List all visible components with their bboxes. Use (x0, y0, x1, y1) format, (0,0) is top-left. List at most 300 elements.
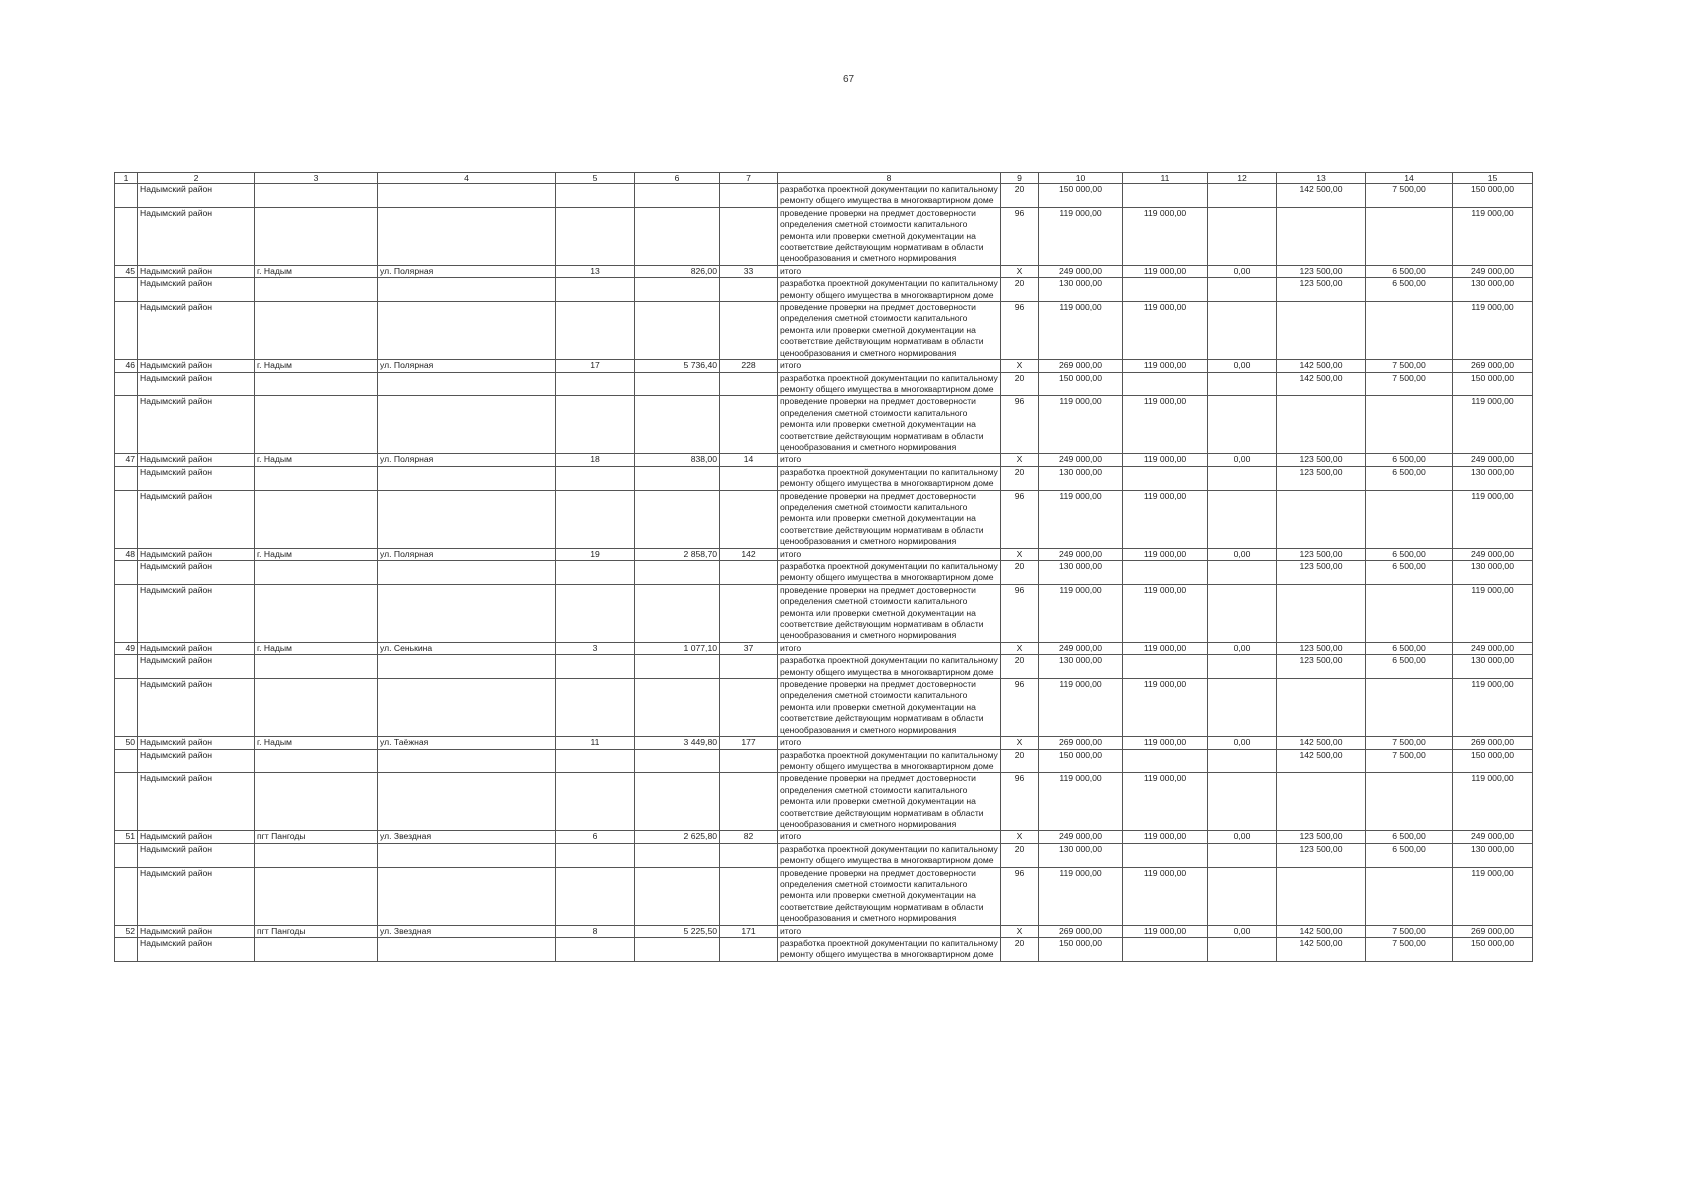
register-table (114, 172, 1533, 962)
work-type-cell: проведение проверки на предмет достоверности определения сметной стоимости капитального ремонта или проверки сметной документации на соответствие действующим нормативам в области ценообразования и сметного нормирования (778, 773, 1001, 831)
table-row (115, 466, 1533, 490)
cost-col13-cell: 142 500,00 (1277, 737, 1366, 749)
cost-col14-cell (1366, 302, 1453, 360)
area-cell (635, 372, 720, 396)
cost-col14-cell: 6 500,00 (1366, 548, 1453, 560)
cost-col11-cell: 119 000,00 (1123, 265, 1208, 277)
district-cell: Надымский район (138, 679, 255, 737)
work-code-cell: 96 (1001, 867, 1039, 925)
area-cell (635, 843, 720, 867)
street-cell (378, 867, 556, 925)
work-type-cell: разработка проектной документации по капитальному ремонту общего имущества в многоквартирном доме (778, 938, 1001, 962)
cost-col11-cell: 119 000,00 (1123, 454, 1208, 466)
street-cell: ул. Таёжная (378, 737, 556, 749)
cost-col12-cell: 0,00 (1208, 642, 1277, 654)
settlement-cell (255, 372, 378, 396)
table-row (115, 655, 1533, 679)
district-cell: Надымский район (138, 490, 255, 548)
area-cell (635, 867, 720, 925)
cost-col14-cell: 7 500,00 (1366, 184, 1453, 208)
cost-col11-cell: 119 000,00 (1123, 679, 1208, 737)
district-cell: Надымский район (138, 454, 255, 466)
column-number-cell: 3 (255, 173, 378, 184)
cost-col13-cell: 142 500,00 (1277, 749, 1366, 773)
residents-cell: 37 (720, 642, 778, 654)
cost-col11-cell (1123, 749, 1208, 773)
work-code-cell: 20 (1001, 184, 1039, 208)
work-code-cell: X (1001, 548, 1039, 560)
table-row (115, 561, 1533, 585)
residents-cell (720, 584, 778, 642)
work-code-cell: 20 (1001, 655, 1039, 679)
street-cell (378, 561, 556, 585)
cost-col11-cell: 119 000,00 (1123, 925, 1208, 937)
total-cost-cell: 249 000,00 (1039, 265, 1123, 277)
work-type-cell: разработка проектной документации по капитальному ремонту общего имущества в многоквартирном доме (778, 655, 1001, 679)
street-cell: ул. Полярная (378, 265, 556, 277)
row-number-cell: 46 (115, 360, 138, 372)
column-number-cell: 1 (115, 173, 138, 184)
table-row (115, 938, 1533, 962)
row-number-cell (115, 655, 138, 679)
cost-col12-cell: 0,00 (1208, 925, 1277, 937)
row-number-cell: 52 (115, 925, 138, 937)
work-code-cell: 96 (1001, 584, 1039, 642)
total-cost-cell: 130 000,00 (1039, 278, 1123, 302)
cost-col11-cell (1123, 372, 1208, 396)
total-cost-cell: 269 000,00 (1039, 737, 1123, 749)
cost-col15-cell: 249 000,00 (1453, 548, 1533, 560)
row-number-cell: 45 (115, 265, 138, 277)
table-row (115, 184, 1533, 208)
cost-col14-cell: 7 500,00 (1366, 925, 1453, 937)
cost-col12-cell: 0,00 (1208, 265, 1277, 277)
area-cell: 1 077,10 (635, 642, 720, 654)
district-cell: Надымский район (138, 831, 255, 843)
work-code-cell: X (1001, 925, 1039, 937)
cost-col14-cell: 7 500,00 (1366, 749, 1453, 773)
total-cost-cell: 119 000,00 (1039, 396, 1123, 454)
settlement-cell: г. Надым (255, 454, 378, 466)
total-cost-cell: 150 000,00 (1039, 372, 1123, 396)
cost-col12-cell (1208, 938, 1277, 962)
district-cell: Надымский район (138, 938, 255, 962)
work-code-cell: 96 (1001, 490, 1039, 548)
column-number-cell: 2 (138, 173, 255, 184)
table-row (115, 396, 1533, 454)
cost-col12-cell: 0,00 (1208, 831, 1277, 843)
residents-cell: 33 (720, 265, 778, 277)
house-number-cell (556, 372, 635, 396)
street-cell: ул. Звездная (378, 831, 556, 843)
total-cost-cell: 269 000,00 (1039, 360, 1123, 372)
house-number-cell: 11 (556, 737, 635, 749)
cost-col14-cell: 6 500,00 (1366, 454, 1453, 466)
column-number-cell: 10 (1039, 173, 1123, 184)
column-number-row (115, 173, 1533, 184)
cost-col15-cell: 130 000,00 (1453, 466, 1533, 490)
cost-col11-cell: 119 000,00 (1123, 207, 1208, 265)
column-number-cell: 15 (1453, 173, 1533, 184)
work-type-cell: итого (778, 360, 1001, 372)
cost-col11-cell (1123, 843, 1208, 867)
row-number-cell (115, 749, 138, 773)
cost-col11-cell: 119 000,00 (1123, 396, 1208, 454)
cost-col13-cell (1277, 584, 1366, 642)
cost-col14-cell: 6 500,00 (1366, 831, 1453, 843)
settlement-cell (255, 302, 378, 360)
district-cell: Надымский район (138, 302, 255, 360)
cost-col12-cell (1208, 561, 1277, 585)
area-cell (635, 278, 720, 302)
work-type-cell: итого (778, 454, 1001, 466)
cost-col13-cell: 123 500,00 (1277, 655, 1366, 679)
area-cell: 2 858,70 (635, 548, 720, 560)
table-row (115, 278, 1533, 302)
house-number-cell: 13 (556, 265, 635, 277)
area-cell: 826,00 (635, 265, 720, 277)
cost-col11-cell: 119 000,00 (1123, 867, 1208, 925)
column-number-cell: 11 (1123, 173, 1208, 184)
settlement-cell (255, 396, 378, 454)
cost-col15-cell: 130 000,00 (1453, 655, 1533, 679)
cost-col15-cell: 119 000,00 (1453, 302, 1533, 360)
cost-col12-cell: 0,00 (1208, 548, 1277, 560)
district-cell: Надымский район (138, 360, 255, 372)
cost-col13-cell: 123 500,00 (1277, 466, 1366, 490)
row-number-cell (115, 396, 138, 454)
total-cost-cell: 130 000,00 (1039, 466, 1123, 490)
settlement-cell (255, 584, 378, 642)
work-type-cell: проведение проверки на предмет достоверности определения сметной стоимости капитального ремонта или проверки сметной документации на соответствие действующим нормативам в области ценообразования и сметного нормирования (778, 584, 1001, 642)
column-number-cell: 13 (1277, 173, 1366, 184)
cost-col13-cell: 123 500,00 (1277, 843, 1366, 867)
work-code-cell: 20 (1001, 372, 1039, 396)
residents-cell (720, 466, 778, 490)
cost-col14-cell: 6 500,00 (1366, 466, 1453, 490)
work-type-cell: итого (778, 737, 1001, 749)
cost-col15-cell: 119 000,00 (1453, 490, 1533, 548)
cost-col12-cell (1208, 749, 1277, 773)
total-cost-cell: 249 000,00 (1039, 642, 1123, 654)
residents-cell: 142 (720, 548, 778, 560)
cost-col15-cell: 119 000,00 (1453, 773, 1533, 831)
row-number-cell (115, 466, 138, 490)
settlement-cell (255, 867, 378, 925)
residents-cell (720, 749, 778, 773)
area-cell: 2 625,80 (635, 831, 720, 843)
settlement-cell: г. Надым (255, 548, 378, 560)
table-row (115, 843, 1533, 867)
area-cell (635, 184, 720, 208)
cost-col12-cell (1208, 773, 1277, 831)
settlement-cell (255, 773, 378, 831)
settlement-cell (255, 749, 378, 773)
residents-cell: 228 (720, 360, 778, 372)
total-cost-cell: 249 000,00 (1039, 831, 1123, 843)
cost-col13-cell: 123 500,00 (1277, 561, 1366, 585)
settlement-cell: пгт Пангоды (255, 831, 378, 843)
row-number-cell (115, 843, 138, 867)
work-code-cell: X (1001, 737, 1039, 749)
house-number-cell (556, 679, 635, 737)
cost-col12-cell: 0,00 (1208, 454, 1277, 466)
district-cell: Надымский район (138, 925, 255, 937)
cost-col13-cell: 142 500,00 (1277, 184, 1366, 208)
street-cell (378, 773, 556, 831)
street-cell (378, 207, 556, 265)
total-cost-cell: 130 000,00 (1039, 655, 1123, 679)
cost-col12-cell (1208, 867, 1277, 925)
cost-col15-cell: 150 000,00 (1453, 938, 1533, 962)
cost-col11-cell: 119 000,00 (1123, 584, 1208, 642)
cost-col11-cell: 119 000,00 (1123, 642, 1208, 654)
street-cell (378, 396, 556, 454)
cost-col14-cell: 7 500,00 (1366, 737, 1453, 749)
cost-col12-cell (1208, 843, 1277, 867)
cost-col13-cell: 123 500,00 (1277, 548, 1366, 560)
house-number-cell: 3 (556, 642, 635, 654)
house-number-cell (556, 584, 635, 642)
area-cell: 838,00 (635, 454, 720, 466)
cost-col14-cell: 6 500,00 (1366, 655, 1453, 679)
cost-col14-cell: 7 500,00 (1366, 372, 1453, 396)
cost-col13-cell (1277, 302, 1366, 360)
cost-col15-cell: 119 000,00 (1453, 396, 1533, 454)
area-cell: 5 225,50 (635, 925, 720, 937)
work-type-cell: разработка проектной документации по капитальному ремонту общего имущества в многоквартирном доме (778, 843, 1001, 867)
cost-col11-cell: 119 000,00 (1123, 773, 1208, 831)
cost-col13-cell (1277, 679, 1366, 737)
cost-col15-cell: 150 000,00 (1453, 184, 1533, 208)
residents-cell (720, 843, 778, 867)
work-type-cell: проведение проверки на предмет достоверности определения сметной стоимости капитального ремонта или проверки сметной документации на соответствие действующим нормативам в области ценообразования и сметного нормирования (778, 396, 1001, 454)
area-cell: 3 449,80 (635, 737, 720, 749)
cost-col14-cell: 7 500,00 (1366, 938, 1453, 962)
column-number-cell: 14 (1366, 173, 1453, 184)
cost-col11-cell (1123, 184, 1208, 208)
work-code-cell: X (1001, 642, 1039, 654)
area-cell (635, 396, 720, 454)
row-number-cell (115, 773, 138, 831)
house-number-cell: 18 (556, 454, 635, 466)
settlement-cell: г. Надым (255, 265, 378, 277)
residents-cell: 82 (720, 831, 778, 843)
total-cost-cell: 150 000,00 (1039, 184, 1123, 208)
street-cell (378, 466, 556, 490)
cost-col15-cell: 269 000,00 (1453, 737, 1533, 749)
work-code-cell: 96 (1001, 207, 1039, 265)
settlement-cell (255, 843, 378, 867)
area-cell (635, 938, 720, 962)
total-cost-cell: 150 000,00 (1039, 749, 1123, 773)
house-number-cell (556, 302, 635, 360)
work-type-cell: разработка проектной документации по капитальному ремонту общего имущества в многоквартирном доме (778, 466, 1001, 490)
column-number-cell: 5 (556, 173, 635, 184)
total-cost-cell: 150 000,00 (1039, 938, 1123, 962)
table-row (115, 831, 1533, 843)
cost-col12-cell (1208, 278, 1277, 302)
row-number-cell (115, 278, 138, 302)
area-cell (635, 679, 720, 737)
cost-col14-cell: 6 500,00 (1366, 265, 1453, 277)
cost-col15-cell: 249 000,00 (1453, 831, 1533, 843)
house-number-cell (556, 655, 635, 679)
residents-cell (720, 278, 778, 302)
cost-col13-cell (1277, 490, 1366, 548)
area-cell (635, 207, 720, 265)
total-cost-cell: 130 000,00 (1039, 561, 1123, 585)
total-cost-cell: 269 000,00 (1039, 925, 1123, 937)
cost-col13-cell: 123 500,00 (1277, 642, 1366, 654)
cost-col14-cell: 7 500,00 (1366, 360, 1453, 372)
table-row (115, 584, 1533, 642)
cost-col15-cell: 249 000,00 (1453, 642, 1533, 654)
work-code-cell: X (1001, 454, 1039, 466)
work-type-cell: итого (778, 925, 1001, 937)
cost-col11-cell: 119 000,00 (1123, 831, 1208, 843)
row-number-cell (115, 584, 138, 642)
work-type-cell: итого (778, 548, 1001, 560)
work-code-cell: 96 (1001, 396, 1039, 454)
total-cost-cell: 119 000,00 (1039, 679, 1123, 737)
district-cell: Надымский район (138, 773, 255, 831)
cost-col13-cell (1277, 396, 1366, 454)
column-number-cell: 6 (635, 173, 720, 184)
house-number-cell (556, 749, 635, 773)
row-number-cell (115, 679, 138, 737)
column-number-cell: 4 (378, 173, 556, 184)
cost-col12-cell (1208, 372, 1277, 396)
table-row (115, 737, 1533, 749)
cost-col12-cell (1208, 655, 1277, 679)
residents-cell (720, 773, 778, 831)
street-cell (378, 749, 556, 773)
cost-col14-cell (1366, 207, 1453, 265)
work-code-cell: 20 (1001, 749, 1039, 773)
total-cost-cell: 249 000,00 (1039, 454, 1123, 466)
area-cell (635, 302, 720, 360)
residents-cell (720, 867, 778, 925)
settlement-cell (255, 184, 378, 208)
work-code-cell: X (1001, 360, 1039, 372)
table-row (115, 265, 1533, 277)
cost-col12-cell: 0,00 (1208, 737, 1277, 749)
total-cost-cell: 119 000,00 (1039, 207, 1123, 265)
house-number-cell (556, 278, 635, 302)
district-cell: Надымский район (138, 749, 255, 773)
cost-col14-cell: 6 500,00 (1366, 561, 1453, 585)
cost-col14-cell: 6 500,00 (1366, 843, 1453, 867)
district-cell: Надымский район (138, 655, 255, 679)
cost-col14-cell: 6 500,00 (1366, 278, 1453, 302)
cost-col12-cell (1208, 302, 1277, 360)
street-cell: ул. Сенькина (378, 642, 556, 654)
cost-col11-cell: 119 000,00 (1123, 360, 1208, 372)
residents-cell: 177 (720, 737, 778, 749)
settlement-cell (255, 938, 378, 962)
cost-col11-cell (1123, 655, 1208, 679)
total-cost-cell: 119 000,00 (1039, 584, 1123, 642)
street-cell: ул. Полярная (378, 360, 556, 372)
area-cell: 5 736,40 (635, 360, 720, 372)
row-number-cell (115, 207, 138, 265)
house-number-cell: 19 (556, 548, 635, 560)
row-number-cell (115, 302, 138, 360)
cost-col13-cell: 142 500,00 (1277, 925, 1366, 937)
residents-cell (720, 184, 778, 208)
district-cell: Надымский район (138, 207, 255, 265)
cost-col15-cell: 119 000,00 (1453, 584, 1533, 642)
work-type-cell: проведение проверки на предмет достоверности определения сметной стоимости капитального ремонта или проверки сметной документации на соответствие действующим нормативам в области ценообразования и сметного нормирования (778, 302, 1001, 360)
house-number-cell: 17 (556, 360, 635, 372)
district-cell: Надымский район (138, 642, 255, 654)
house-number-cell: 6 (556, 831, 635, 843)
row-number-cell (115, 372, 138, 396)
cost-col13-cell (1277, 867, 1366, 925)
row-number-cell: 50 (115, 737, 138, 749)
street-cell (378, 843, 556, 867)
settlement-cell: г. Надым (255, 737, 378, 749)
row-number-cell (115, 867, 138, 925)
residents-cell (720, 207, 778, 265)
column-number-cell: 8 (778, 173, 1001, 184)
cost-col11-cell (1123, 466, 1208, 490)
street-cell (378, 372, 556, 396)
district-cell: Надымский район (138, 372, 255, 396)
residents-cell: 14 (720, 454, 778, 466)
settlement-cell (255, 679, 378, 737)
settlement-cell (255, 278, 378, 302)
column-number-cell: 12 (1208, 173, 1277, 184)
cost-col13-cell: 142 500,00 (1277, 938, 1366, 962)
cost-col13-cell: 142 500,00 (1277, 360, 1366, 372)
row-number-cell (115, 938, 138, 962)
cost-col12-cell (1208, 584, 1277, 642)
column-number-cell: 7 (720, 173, 778, 184)
residents-cell (720, 561, 778, 585)
district-cell: Надымский район (138, 867, 255, 925)
total-cost-cell: 119 000,00 (1039, 867, 1123, 925)
cost-col12-cell (1208, 184, 1277, 208)
work-code-cell: 96 (1001, 773, 1039, 831)
table-row (115, 925, 1533, 937)
cost-col11-cell (1123, 561, 1208, 585)
settlement-cell: г. Надым (255, 360, 378, 372)
page-number: 67 (842, 74, 855, 85)
district-cell: Надымский район (138, 843, 255, 867)
area-cell (635, 584, 720, 642)
street-cell (378, 938, 556, 962)
street-cell (378, 302, 556, 360)
house-number-cell (556, 867, 635, 925)
cost-col15-cell: 269 000,00 (1453, 925, 1533, 937)
table-row (115, 454, 1533, 466)
area-cell (635, 749, 720, 773)
house-number-cell (556, 938, 635, 962)
table-body (115, 173, 1533, 962)
cost-col13-cell (1277, 773, 1366, 831)
house-number-cell (556, 773, 635, 831)
row-number-cell: 48 (115, 548, 138, 560)
table-row (115, 773, 1533, 831)
total-cost-cell: 119 000,00 (1039, 773, 1123, 831)
district-cell: Надымский район (138, 265, 255, 277)
cost-col12-cell (1208, 490, 1277, 548)
district-cell: Надымский район (138, 278, 255, 302)
table-row (115, 490, 1533, 548)
district-cell: Надымский район (138, 561, 255, 585)
